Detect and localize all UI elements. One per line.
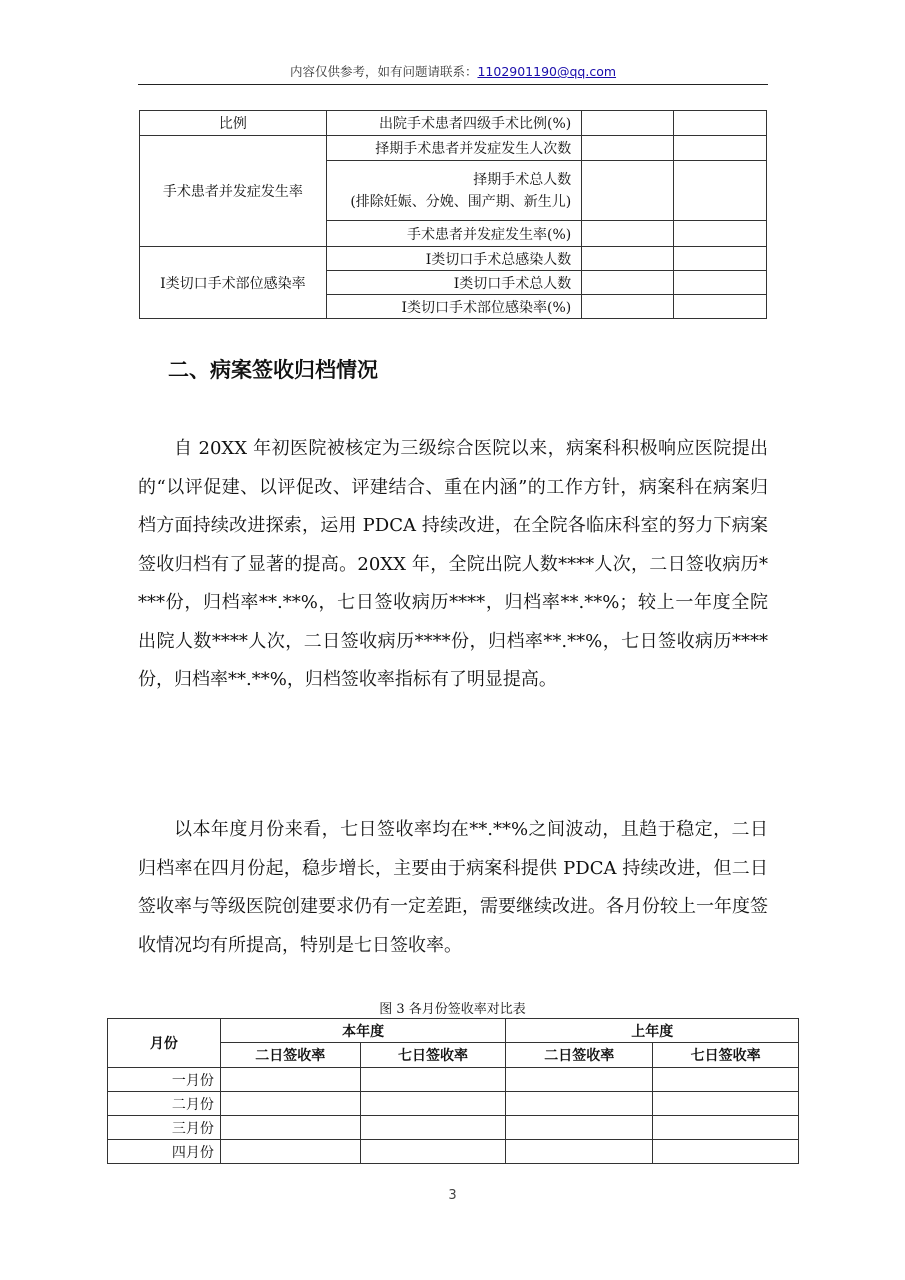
- value-cell: [582, 247, 674, 271]
- item-cell: 手术患者并发症发生率(%): [326, 221, 582, 247]
- body-paragraph: 以本年度月份来看，七日签收率均在**.**%之间波动，且趋于稳定，二日归档率在四月份起，稳步增长，主要由于病案科提供 PDCA 持续改进，但二日签收率与等级医院创建要求仍有一定差距，需要继续改进。各月份较上一年度签收情况均有所提高，特别是七日签收率。: [138, 819, 768, 956]
- month-cell: 一月份: [108, 1068, 221, 1092]
- item-line: (排除妊娠、分娩、围产期、新生儿): [350, 193, 572, 210]
- category-cell: Ⅰ类切口手术部位感染率: [140, 247, 327, 319]
- month-header: 月份: [108, 1019, 221, 1068]
- value-cell: [582, 111, 674, 136]
- value-cell: [674, 271, 767, 295]
- value-cell: [674, 247, 767, 271]
- value-cell: [674, 111, 767, 136]
- table-row: [140, 136, 767, 161]
- value-cell: [674, 136, 767, 161]
- month-cell: 二月份: [108, 1092, 221, 1116]
- item-cell: [326, 161, 582, 221]
- body-paragraph: 自 20XX 年初医院被核定为三级综合医院以来，病案科积极响应医院提出的“以评促建、以评促改、评建结合、重在内涵”的工作方针，病案科在病案归档方面持续改进探索，运用 PDCA 持续改进，在全院各临床科室的努力下病案签收归档有了显著的提高。20XX 年，全院出院人数****人次，二日签收病历****份，归档率**.**%，七日签收病历****，归档率**.**%；较上一年度全院出院人数****人次，二日签收病历****份，归档率**.**%，七日签收病历****份，归档率**.**%，归档签收率指标有了明显提高。: [138, 438, 768, 690]
- value-cell: [653, 1092, 799, 1116]
- contact-email-link[interactable]: 1102901190@qq.com: [477, 64, 617, 79]
- month-cell: 四月份: [108, 1140, 221, 1164]
- value-cell: [506, 1116, 653, 1140]
- value-cell: [653, 1140, 799, 1164]
- item-cell: Ⅰ类切口手术部位感染率(%): [326, 295, 582, 319]
- value-cell: [360, 1140, 506, 1164]
- page-number: 3: [448, 1188, 457, 1203]
- value-cell: [582, 221, 674, 247]
- value-cell: [360, 1068, 506, 1092]
- value-cell: [220, 1068, 360, 1092]
- value-cell: [360, 1092, 506, 1116]
- header-note: 内容仅供参考，如有问题请联系：: [289, 64, 478, 79]
- value-cell: [674, 221, 767, 247]
- item-line: 择期手术总人数: [473, 171, 572, 188]
- value-cell: [582, 161, 674, 221]
- seven-day-rate-header: 七日签收率: [653, 1043, 799, 1068]
- table-row: [140, 111, 767, 136]
- two-day-rate-header: 二日签收率: [220, 1043, 360, 1068]
- category-cell: 比例: [140, 111, 327, 136]
- table-row: [108, 1140, 799, 1164]
- value-cell: [582, 136, 674, 161]
- item-cell: Ⅰ类切口手术总人数: [326, 271, 582, 295]
- table-header-row: [108, 1019, 799, 1043]
- value-cell: [582, 295, 674, 319]
- this-year-header: 本年度: [220, 1019, 506, 1043]
- value-cell: [674, 161, 767, 221]
- value-cell: [653, 1116, 799, 1140]
- page-header: [138, 62, 768, 80]
- table-row: [108, 1116, 799, 1140]
- last-year-header: 上年度: [506, 1019, 799, 1043]
- item-cell: Ⅰ类切口手术总感染人数: [326, 247, 582, 271]
- value-cell: [506, 1068, 653, 1092]
- seven-day-rate-header: 七日签收率: [360, 1043, 506, 1068]
- monthly-signing-rate-table: [107, 1018, 799, 1164]
- section-heading: 二、病案签收归档情况: [168, 358, 378, 382]
- value-cell: [582, 271, 674, 295]
- value-cell: [360, 1116, 506, 1140]
- item-cell: 择期手术患者并发症发生人次数: [326, 136, 582, 161]
- value-cell: [674, 295, 767, 319]
- month-cell: 三月份: [108, 1116, 221, 1140]
- value-cell: [506, 1092, 653, 1116]
- table-row: [140, 247, 767, 271]
- table-row: [108, 1068, 799, 1092]
- two-day-rate-header: 二日签收率: [506, 1043, 653, 1068]
- table-row: [108, 1092, 799, 1116]
- value-cell: [506, 1140, 653, 1164]
- surgery-indicator-table: [139, 110, 767, 319]
- table-caption: 图 3 各月份签收率对比表: [379, 1002, 526, 1017]
- header-divider: [138, 84, 768, 85]
- value-cell: [220, 1092, 360, 1116]
- value-cell: [220, 1116, 360, 1140]
- category-cell: 手术患者并发症发生率: [140, 136, 327, 247]
- value-cell: [220, 1140, 360, 1164]
- item-cell: 出院手术患者四级手术比例(%): [326, 111, 582, 136]
- value-cell: [653, 1068, 799, 1092]
